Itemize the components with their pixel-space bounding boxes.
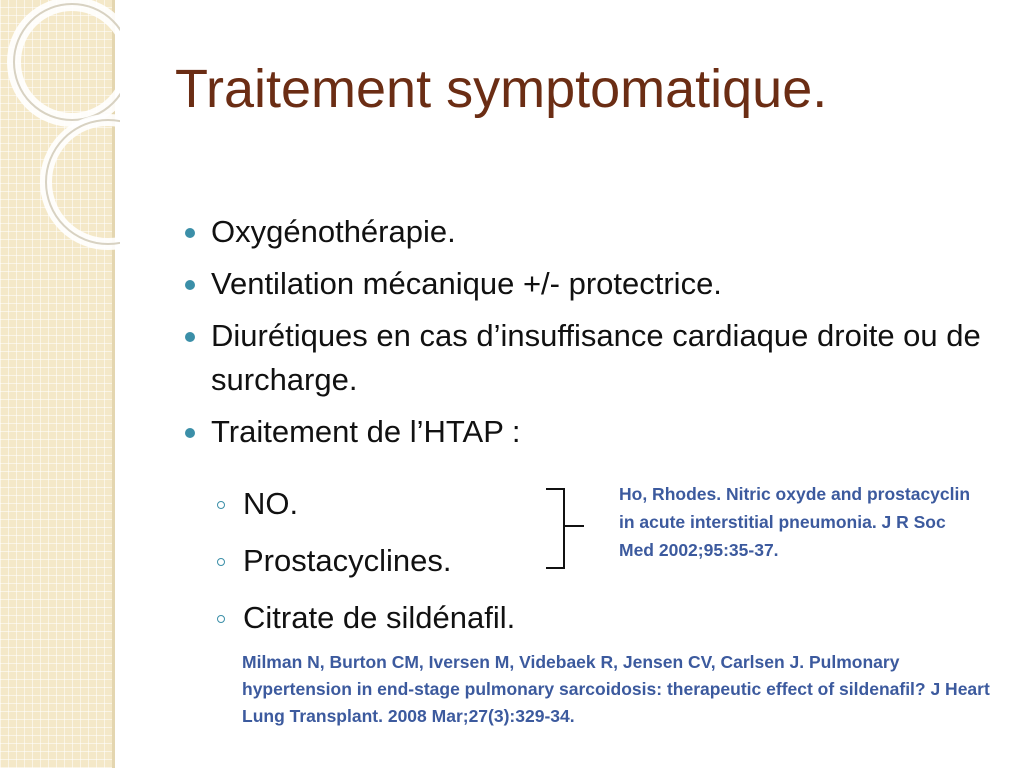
right-brace-icon <box>540 486 590 572</box>
bullet-item <box>183 210 1003 254</box>
main-bullet-list <box>183 210 1003 462</box>
slide-title: Traitement symptomatique. <box>175 59 828 119</box>
bullet-text: Diurétiques en cas d’insuffisance cardiaque droite ou de surcharge. <box>211 318 981 397</box>
bullet-text: Traitement de l’HTAP : <box>211 414 521 449</box>
sub-bullet-text: NO. <box>243 486 299 521</box>
bullet-dot-icon <box>185 428 195 438</box>
bullet-dot-icon <box>185 332 195 342</box>
bullet-item <box>183 314 1003 402</box>
bullet-text: Oxygénothérapie. <box>211 214 456 249</box>
sub-bullet-item <box>215 596 615 640</box>
reference-milman: Milman N, Burton CM, Iversen M, Videbaek R, Jensen CV, Carlsen J. Pulmonary hypertension in end-stage pulmonary sarcoidosis: therapeutic effect of sildenafil? J Heart Lung Transplant. 2008 Mar;27(3):329-34. <box>242 652 990 726</box>
sub-bullet-text: Prostacyclines. <box>243 543 452 578</box>
bullet-item <box>183 262 1003 306</box>
sub-bullet-text: Citrate de sildénafil. <box>243 600 516 635</box>
reference-ho-rhodes: Ho, Rhodes. Nitric oxyde and prostacyclin in acute interstitial pneumonia. J R Soc Med 2002;95:35-37. <box>619 484 971 560</box>
bullet-text: Ventilation mécanique +/- protectrice. <box>211 266 722 301</box>
decorative-rings-icon <box>0 0 120 260</box>
bullet-item <box>183 410 1003 454</box>
bullet-dot-icon <box>185 280 195 290</box>
bullet-dot-icon <box>185 228 195 238</box>
hollow-circle-icon <box>217 615 225 623</box>
hollow-circle-icon <box>217 501 225 509</box>
hollow-circle-icon <box>217 558 225 566</box>
